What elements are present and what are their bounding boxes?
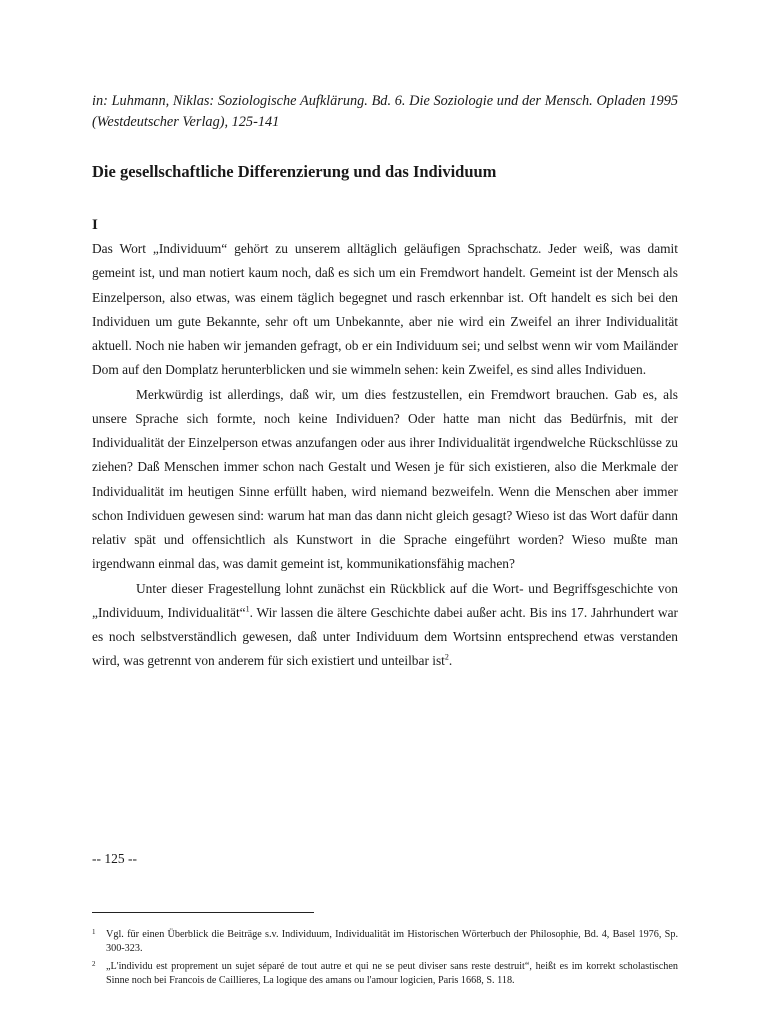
body-text — [92, 237, 678, 674]
footnote-mark: 2 — [92, 960, 96, 968]
footnote-text: „L'individu est proprement un sujet séparé de tout autre et qui ne se peut diviser sans reste destruit“, heißt es im korrekt scholastischen Sinne noch bei Francois de Caillieres, La logique des amans ou l'amour logicien, Paris 1668, S. 118. — [106, 961, 678, 986]
section-number: I — [92, 217, 98, 233]
paragraph: Merkwürdig ist allerdings, daß wir, um dies festzustellen, ein Fremdwort brauchen. Gab es, als unsere Sprache sich formte, noch keine Individuen? Oder hatte man nicht das Bedürfnis, mit der Individualität der Einzelperson etwas anzufangen oder aus ihrer Individualität irgendwelche Rückschlüsse zu ziehen? Daß Menschen immer schon nach Gestalt und Wesen je für sich existieren, also die Merkmale der Individualität im heutigen Sinne erfüllt haben, wird niemand bezweifeln. Wenn die Menschen aber immer schon Individuen gewesen sind: warum hat man das dann nicht gleich gesagt? Wieso ist das Wort dafür dann relativ spät und offensichtlich als Kunstwort in die Sprache eingeführt worden? Wieso mußte man irgendwann einmal das, was damit gemeint ist, kommunikationsfähig machen? — [92, 386, 678, 572]
paragraph-text: Unter dieser Fragestellung lohnt zunächst ein Rückblick auf die Wort- und Begriffsgeschichte von „Individuum, Individualität“ — [92, 580, 678, 620]
article-title: Die gesellschaftliche Differenzierung und das Individuum — [92, 162, 497, 181]
footnote-mark: 1 — [92, 928, 96, 936]
footnote-text: Vgl. für einen Überblick die Beiträge s.v. Individuum, Individualität im Historischen Wörterbuch der Philosophie, Bd. 4, Basel 1976, Sp. 300-323. — [106, 929, 678, 954]
paragraph: Das Wort „Individuum“ gehört zu unserem alltäglich geläufigen Sprachschatz. Jeder weiß, was damit gemeint ist, und man notiert kaum noch, daß es sich um ein Fremdwort handelt. Gemeint ist der Mensch als Einzelperson, also etwas, was einem täglich begegnet und rasch erkennbar ist. Oft handelt es sich bei den Individuen um gute Bekannte, sehr oft um Unbekannte, aber nie wird ein Zweifel an ihrer Individualität aktuell. Noch nie haben wir jemanden gefragt, ob er ein Individuum sei; und selbst wenn wir vom Mailänder Dom auf den Domplatz herunterblicken und sie wimmeln sehen: kein Zweifel, es sind alles Individuen. — [92, 241, 678, 378]
paragraph-text: . — [448, 653, 453, 669]
footnote-divider — [92, 912, 314, 913]
page-number: -- 125 -- — [92, 851, 137, 866]
paragraph-text: . Wir lassen die ältere Geschichte dabei außer acht. Bis ins 17. Jahrhundert war es noch selbstverständlich gewesen, daß unter Individuum dem Wortsinn entsprechend etwas verstanden wird, was getrennt von anderem für sich existiert und unteilbar ist — [92, 604, 678, 669]
source-citation: in: Luhmann, Niklas: Soziologische Aufklärung. Bd. 6. Die Soziologie und der Mensch. Opladen 1995 (Westdeutscher Verlag), 125-141 — [92, 93, 678, 130]
footnote-reference[interactable]: 2 — [444, 652, 449, 662]
footnotes — [92, 928, 678, 992]
footnote-reference[interactable]: 1 — [245, 604, 250, 614]
footnote — [92, 928, 678, 955]
footnote — [92, 960, 678, 987]
paragraph — [92, 577, 678, 674]
